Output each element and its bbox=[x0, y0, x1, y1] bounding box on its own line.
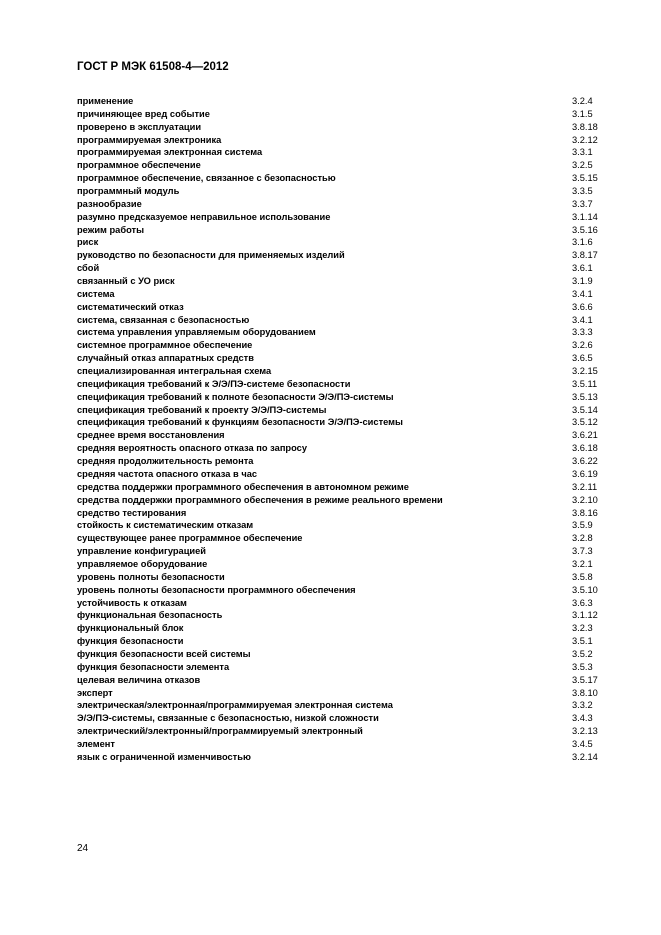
index-entry bbox=[77, 455, 617, 468]
index-reference: 3.5.12 bbox=[572, 417, 598, 428]
index-term: средства поддержки программного обеспечения в режиме реального времени bbox=[77, 494, 443, 505]
index-reference: 3.5.16 bbox=[572, 224, 598, 235]
index-reference: 3.8.10 bbox=[572, 687, 598, 698]
index-reference: 3.8.17 bbox=[572, 250, 598, 261]
index-reference: 3.7.3 bbox=[572, 546, 593, 557]
index-entry bbox=[77, 352, 617, 365]
index-entry bbox=[77, 275, 617, 288]
index-term: язык с ограниченной изменчивостью bbox=[77, 751, 251, 762]
document-header: ГОСТ Р МЭК 61508-4—2012 bbox=[77, 61, 229, 73]
index-reference: 3.6.21 bbox=[572, 430, 598, 441]
index-reference: 3.5.1 bbox=[572, 636, 593, 647]
index-reference: 3.8.16 bbox=[572, 507, 598, 518]
index-reference: 3.5.2 bbox=[572, 648, 593, 659]
index-reference: 3.6.18 bbox=[572, 443, 598, 454]
index-reference: 3.1.5 bbox=[572, 108, 593, 119]
index-entry bbox=[77, 108, 617, 121]
index-term: спецификация требований к функциям безопасности Э/Э/ПЭ-системы bbox=[77, 417, 403, 428]
index-term: случайный отказ аппаратных средств bbox=[77, 353, 254, 364]
index-entry bbox=[77, 609, 617, 622]
index-entry bbox=[77, 674, 617, 687]
index-reference: 3.4.1 bbox=[572, 314, 593, 325]
index-term: руководство по безопасности для применяемых изделий bbox=[77, 250, 345, 261]
index-reference: 3.1.14 bbox=[572, 211, 598, 222]
index-entry bbox=[77, 224, 617, 237]
index-term: программное обеспечение bbox=[77, 160, 201, 171]
index-term: разумно предсказуемое неправильное использование bbox=[77, 211, 331, 222]
index-reference: 3.6.19 bbox=[572, 468, 598, 479]
index-reference: 3.5.17 bbox=[572, 674, 598, 685]
index-entry bbox=[77, 159, 617, 172]
index-term: устойчивость к отказам bbox=[77, 597, 187, 608]
index-term: электрическая/электронная/программируемая электронная система bbox=[77, 700, 393, 711]
index-reference: 3.1.12 bbox=[572, 610, 598, 621]
index-entry bbox=[77, 699, 617, 712]
index-term: целевая величина отказов bbox=[77, 674, 201, 685]
index-entry bbox=[77, 751, 617, 764]
index-term: уровень полноты безопасности bbox=[77, 571, 225, 582]
index-entry bbox=[77, 584, 617, 597]
index-term: системное программное обеспечение bbox=[77, 340, 253, 351]
index-term: стойкость к систематическим отказам bbox=[77, 520, 254, 531]
index-term: программный модуль bbox=[77, 186, 180, 197]
index-term: электрический/электронный/программируемый электронный bbox=[77, 726, 363, 737]
index-reference: 3.2.8 bbox=[572, 533, 593, 544]
index-term: функциональный блок bbox=[77, 623, 184, 634]
index-entry bbox=[77, 712, 617, 725]
index-entry bbox=[77, 262, 617, 275]
page-number: 24 bbox=[77, 843, 89, 854]
index-entry bbox=[77, 519, 617, 532]
index-term: элемент bbox=[77, 738, 115, 749]
index-reference: 3.5.8 bbox=[572, 571, 593, 582]
index-entry bbox=[77, 661, 617, 674]
index-entry bbox=[77, 314, 617, 327]
index-entry bbox=[77, 301, 617, 314]
index-reference: 3.2.14 bbox=[572, 751, 598, 762]
index-reference: 3.3.2 bbox=[572, 700, 593, 711]
index-reference: 3.5.9 bbox=[572, 520, 593, 531]
index-term: Э/Э/ПЭ-системы, связанные с безопасностью, низкой сложности bbox=[77, 713, 379, 724]
index-term: программируемая электронная система bbox=[77, 147, 263, 158]
index-term: программируемая электроника bbox=[77, 134, 222, 145]
index-reference: 3.4.1 bbox=[572, 288, 593, 299]
index-entry bbox=[77, 172, 617, 185]
index-entry bbox=[77, 134, 617, 147]
term-index bbox=[77, 95, 617, 764]
index-reference: 3.6.1 bbox=[572, 263, 593, 274]
index-entry bbox=[77, 236, 617, 249]
index-entry bbox=[77, 635, 617, 648]
index-reference: 3.2.15 bbox=[572, 366, 598, 377]
index-reference: 3.6.5 bbox=[572, 353, 593, 364]
index-entry bbox=[77, 404, 617, 417]
index-reference: 3.3.7 bbox=[572, 198, 593, 209]
index-reference: 3.4.5 bbox=[572, 738, 593, 749]
index-term: риск bbox=[77, 237, 99, 248]
index-term: система bbox=[77, 288, 115, 299]
index-term: спецификация требований к полноте безопасности Э/Э/ПЭ-системы bbox=[77, 391, 394, 402]
index-entry bbox=[77, 198, 617, 211]
index-term: функция безопасности bbox=[77, 636, 184, 647]
index-term: средняя продолжительность ремонта bbox=[77, 456, 254, 467]
index-reference: 3.2.13 bbox=[572, 726, 598, 737]
index-term: причиняющее вред событие bbox=[77, 108, 210, 119]
index-entry bbox=[77, 481, 617, 494]
index-term: систематический отказ bbox=[77, 301, 184, 312]
index-term: система управления управляемым оборудованием bbox=[77, 327, 316, 338]
index-term: спецификация требований к Э/Э/ПЭ-системе безопасности bbox=[77, 378, 351, 389]
index-entry bbox=[77, 442, 617, 455]
index-term: связанный с УО риск bbox=[77, 276, 175, 287]
index-entry bbox=[77, 494, 617, 507]
index-entry bbox=[77, 429, 617, 442]
index-entry bbox=[77, 558, 617, 571]
index-term: среднее время восстановления bbox=[77, 430, 225, 441]
index-reference: 3.2.11 bbox=[572, 481, 598, 492]
index-entry bbox=[77, 326, 617, 339]
index-reference: 3.5.11 bbox=[572, 378, 598, 389]
index-entry bbox=[77, 597, 617, 610]
index-entry bbox=[77, 545, 617, 558]
index-term: управляемое оборудование bbox=[77, 558, 208, 569]
index-entry bbox=[77, 571, 617, 584]
index-reference: 3.2.10 bbox=[572, 494, 598, 505]
index-reference: 3.3.5 bbox=[572, 186, 593, 197]
index-term: функция безопасности всей системы bbox=[77, 648, 251, 659]
index-entry bbox=[77, 416, 617, 429]
index-reference: 3.5.3 bbox=[572, 661, 593, 672]
index-reference: 3.2.4 bbox=[572, 96, 593, 106]
index-entry bbox=[77, 391, 617, 404]
index-entry bbox=[77, 738, 617, 751]
index-entry bbox=[77, 378, 617, 391]
index-term: разнообразие bbox=[77, 198, 142, 209]
index-term: уровень полноты безопасности программного обеспечения bbox=[77, 584, 356, 595]
index-entry bbox=[77, 365, 617, 378]
index-entry bbox=[77, 146, 617, 159]
index-term: применение bbox=[77, 96, 134, 106]
index-reference: 3.2.5 bbox=[572, 160, 593, 171]
index-reference: 3.5.10 bbox=[572, 584, 598, 595]
index-reference: 3.8.18 bbox=[572, 121, 598, 132]
index-reference: 3.6.22 bbox=[572, 456, 598, 467]
index-term: средство тестирования bbox=[77, 507, 187, 518]
index-entry bbox=[77, 468, 617, 481]
index-reference: 3.5.14 bbox=[572, 404, 598, 415]
index-reference: 3.5.13 bbox=[572, 391, 598, 402]
index-entry bbox=[77, 288, 617, 301]
index-entry bbox=[77, 339, 617, 352]
index-term: специализированная интегральная схема bbox=[77, 366, 272, 377]
index-entry bbox=[77, 622, 617, 635]
index-entry bbox=[77, 185, 617, 198]
index-entry bbox=[77, 725, 617, 738]
index-entry bbox=[77, 249, 617, 262]
index-entry bbox=[77, 507, 617, 520]
index-term: система, связанная с безопасностью bbox=[77, 314, 250, 325]
index-term: программное обеспечение, связанное с безопасностью bbox=[77, 173, 336, 184]
index-reference: 3.4.3 bbox=[572, 713, 593, 724]
index-reference: 3.3.1 bbox=[572, 147, 593, 158]
index-term: функциональная безопасность bbox=[77, 610, 223, 621]
index-entry bbox=[77, 648, 617, 661]
index-term: существующее ранее программное обеспечение bbox=[77, 533, 303, 544]
index-entry bbox=[77, 532, 617, 545]
index-term: средняя частота опасного отказа в час bbox=[77, 468, 258, 479]
index-term: средняя вероятность опасного отказа по запросу bbox=[77, 443, 308, 454]
index-entry bbox=[77, 95, 617, 108]
index-reference: 3.2.12 bbox=[572, 134, 598, 145]
index-term: эксперт bbox=[77, 687, 113, 698]
index-entry bbox=[77, 121, 617, 134]
index-reference: 3.5.15 bbox=[572, 173, 598, 184]
index-entry bbox=[77, 687, 617, 700]
index-term: управление конфигурацией bbox=[77, 546, 207, 557]
index-reference: 3.1.9 bbox=[572, 276, 593, 287]
index-term: средства поддержки программного обеспечения в автономном режиме bbox=[77, 481, 409, 492]
index-reference: 3.6.6 bbox=[572, 301, 593, 312]
index-term: режим работы bbox=[77, 224, 145, 235]
index-reference: 3.2.1 bbox=[572, 558, 593, 569]
index-term: сбой bbox=[77, 263, 100, 274]
index-reference: 3.2.3 bbox=[572, 623, 593, 634]
index-reference: 3.2.6 bbox=[572, 340, 593, 351]
index-reference: 3.3.3 bbox=[572, 327, 593, 338]
index-term: функция безопасности элемента bbox=[77, 661, 230, 672]
index-entry bbox=[77, 211, 617, 224]
index-term: спецификация требований к проекту Э/Э/ПЭ-системы bbox=[77, 404, 327, 415]
index-reference: 3.1.6 bbox=[572, 237, 593, 248]
index-reference: 3.6.3 bbox=[572, 597, 593, 608]
index-term: проверено в эксплуатации bbox=[77, 121, 202, 132]
